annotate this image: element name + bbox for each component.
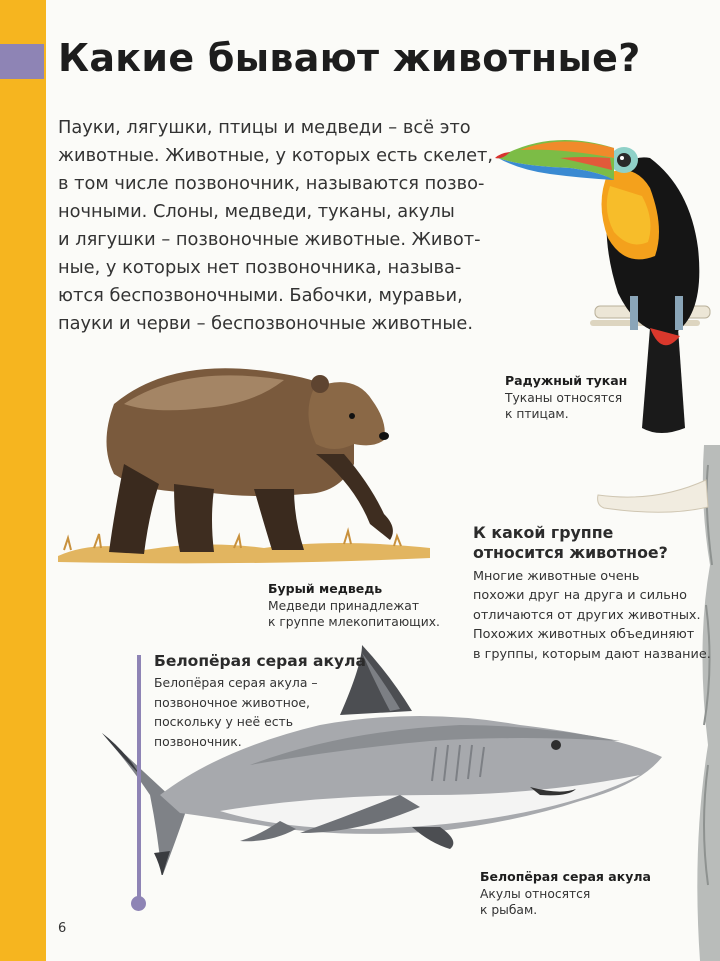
shark-callout-line <box>137 655 141 901</box>
shark-caption-title: Белопёрая серая акула <box>480 869 651 884</box>
shark-caption-line: Акулы относятся <box>480 886 591 901</box>
page-number: 6 <box>58 921 67 936</box>
shark-caption <box>480 869 651 919</box>
group-text-line: похожи друг на друга и сильно <box>473 588 687 604</box>
shark-callout-dot <box>131 896 146 911</box>
page-title: Какие бывают животные? <box>58 36 641 80</box>
intro-line: Пауки, лягушки, птицы и медведи – всё это <box>58 117 471 138</box>
group-text-line: Похожих животных объединяют <box>473 627 695 643</box>
toucan-caption-title: Радужный тукан <box>505 373 628 388</box>
group-text-line: отличаются от других животных. <box>473 607 701 623</box>
shark-text-line: Белопёрая серая акула – <box>154 675 318 690</box>
shark-text-line: поскольку у неё есть <box>154 714 294 730</box>
intro-paragraph <box>58 114 494 338</box>
shark-caption-line: к рыбам. <box>480 903 538 917</box>
side-color-bar <box>0 0 46 961</box>
toucan-caption-line: к птицам. <box>505 407 569 421</box>
shark-text-line: позвоночное животное, <box>154 694 310 710</box>
group-section-heading <box>473 523 668 563</box>
bear-caption-title: Бурый медведь <box>268 581 383 596</box>
intro-line: ются беспозвоночными. Бабочки, муравьи, <box>58 285 463 306</box>
intro-line: животные. Животные, у которых есть скелет, <box>58 145 494 166</box>
group-heading-line: относится животное? <box>473 543 668 562</box>
title-marker <box>0 44 44 79</box>
intro-line: пауки и черви – беспозвоночные животные. <box>58 313 473 334</box>
bear-illustration <box>54 344 434 572</box>
bear-caption-line: к группе млекопитающих. <box>268 615 440 629</box>
shark-section-text <box>154 673 318 751</box>
intro-line: в том числе позвоночник, называются позво- <box>58 173 485 194</box>
intro-line: ные, у которых нет позвоночника, называ- <box>58 257 462 278</box>
intro-line: ночными. Слоны, медведи, туканы, акулы <box>58 201 455 222</box>
bear-caption-line: Медведи принадлежат <box>268 598 420 613</box>
group-text-line: в группы, которым дают название. <box>473 646 711 662</box>
shark-section-heading: Белопёрая серая акула <box>154 652 366 670</box>
group-heading-line: К какой группе <box>473 523 614 542</box>
toucan-caption <box>505 373 627 423</box>
intro-line: и лягушки – позвоночные животные. Живот- <box>58 229 481 250</box>
shark-text-line: позвоночник. <box>154 733 242 749</box>
toucan-caption-line: Туканы относятся <box>505 390 623 405</box>
group-text-line: Многие животные очень <box>473 569 640 584</box>
bear-caption <box>268 581 440 631</box>
